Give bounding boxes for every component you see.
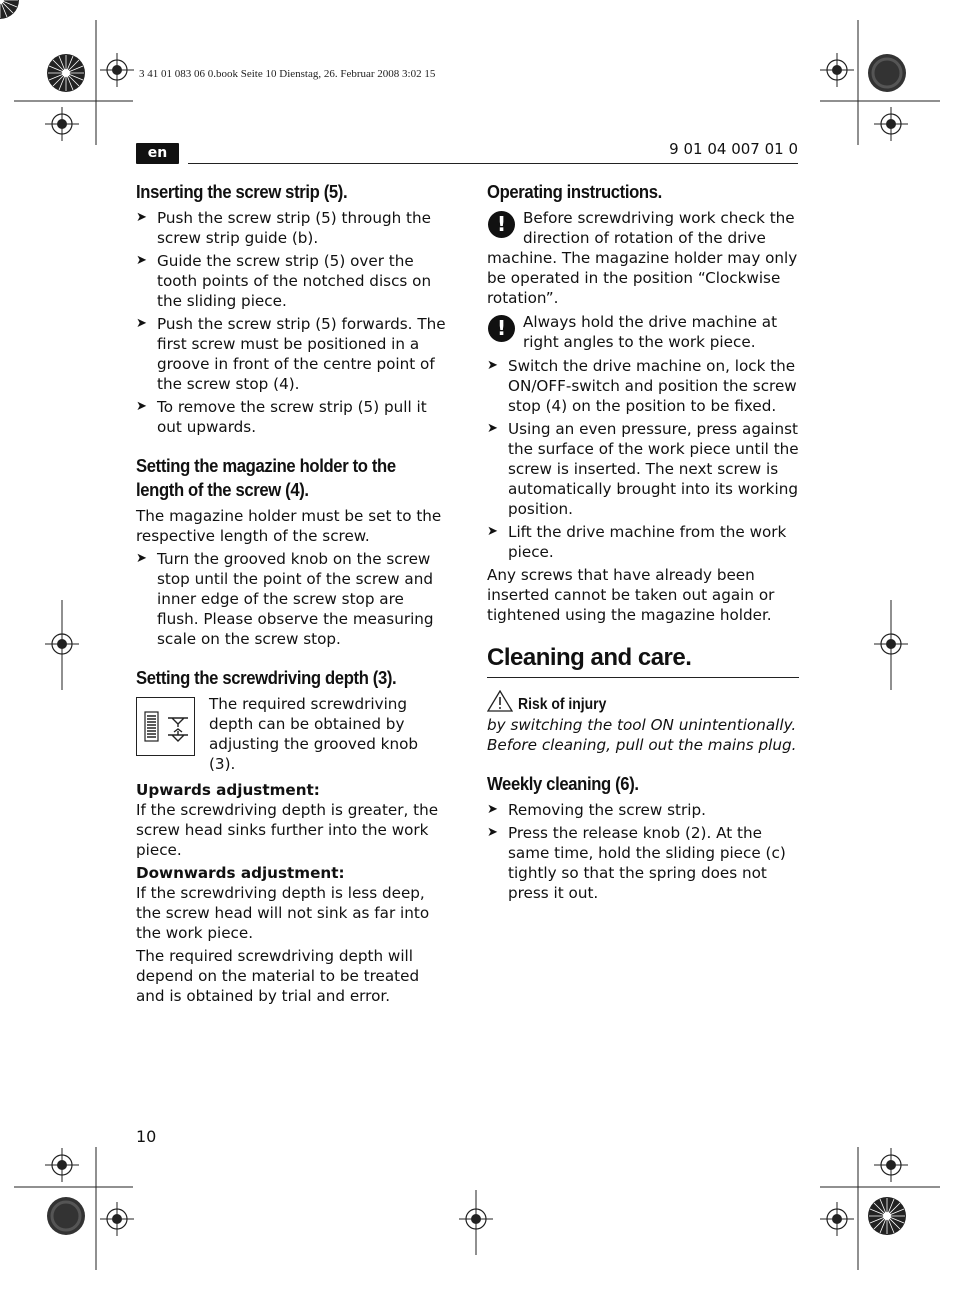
section-title: Operating instructions. (487, 181, 662, 202)
depth-scale-icon (136, 697, 195, 756)
section-operating-instructions (487, 180, 799, 625)
subheading-downwards: Downwards adjustment: (136, 864, 345, 882)
paragraph: If the screwdriving depth is less deep, the screw head will not sink as far into the work piece. (136, 884, 430, 942)
section-title: Setting the screwdriving depth (3). (136, 667, 397, 688)
paragraph: Before screwdriving work check the direction of rotation of the drive (523, 209, 795, 247)
part-number: 9 01 04 007 01 0 (669, 140, 798, 158)
chapter-title: Cleaning and care. (487, 643, 799, 678)
section-magazine-holder (136, 454, 448, 649)
paragraph: If the screwdriving depth is greater, the screw head sinks further into the work piece. (136, 801, 439, 859)
section-inserting-strip (136, 180, 448, 437)
depth-note (136, 694, 448, 774)
paragraph: Any screws that have already been inserted cannot be taken out again or tightened using the magazine holder. (487, 566, 775, 624)
section-title: Weekly cleaning (6). (487, 773, 639, 794)
list-item: ➤ Lift the drive machine from the work piece. (487, 522, 799, 562)
list-item: ➤ Using an even pressure, press against the surface of the work piece until the screw is inserted. The next screw is automatically brought into its working position. (487, 419, 799, 519)
exclamation-circle-icon: ! (488, 211, 515, 238)
warning-text: Before cleaning, pull out the mains plug. (487, 736, 797, 754)
section-weekly-cleaning (487, 772, 799, 903)
step-list (136, 208, 448, 437)
exclamation-circle-icon: ! (488, 315, 515, 342)
language-badge: en (136, 143, 179, 164)
list-item: ➤ Press the release knob (2). At the same time, hold the sliding piece (c) tightly so that the spring does not press it out. (487, 823, 799, 903)
section-title: Setting the magazine holder to the length of the screw (4). (136, 455, 396, 500)
step-list (487, 356, 799, 562)
page-number: 10 (136, 1127, 157, 1146)
step-list (136, 549, 448, 649)
paragraph: The required screwdriving depth can be obtained by adjusting the grooved knob (3). (209, 695, 419, 773)
warning-triangle-icon (487, 695, 518, 713)
list-item: ➤ Push the screw strip (5) forwards. The first screw must be positioned in a groove in front of the centre point of the screw stop (4). (136, 314, 448, 394)
subheading-upwards: Upwards adjustment: (136, 781, 320, 799)
section-title: Inserting the screw strip (5). (136, 181, 348, 202)
print-meta-line: 3 41 01 083 06 0.book Seite 10 Dienstag, 26. Februar 2008 3:02 15 (139, 68, 436, 80)
paragraph: The required screwdriving depth will depend on the material to be treated and is obtained by trial and error. (136, 947, 420, 1005)
warning-title: Risk of injury (517, 696, 607, 713)
step-list (487, 800, 799, 903)
header-rule (188, 163, 798, 164)
list-item: ➤ To remove the screw strip (5) pull it out upwards. (136, 397, 448, 437)
list-item: ➤ Push the screw strip (5) through the screw strip guide (b). (136, 208, 448, 248)
list-item: ➤ Guide the screw strip (5) over the tooth points of the notched discs on the sliding piece. (136, 251, 448, 311)
list-item: ➤ Turn the grooved knob on the screw stop until the point of the screw and inner edge of the screw stop are flush. Please observe the measuring scale on the screw stop. (136, 549, 448, 649)
note-rotation (487, 208, 799, 308)
warning-block (487, 690, 799, 755)
left-column (136, 180, 448, 1009)
paragraph: The magazine holder must be set to the respective length of the screw. (136, 507, 442, 545)
paragraph: machine. The magazine holder may only be operated in the position “Clockwise rotation”. (487, 249, 798, 307)
list-item: ➤ Switch the drive machine on, lock the ON/OFF-switch and position the screw stop (4) on the position to be fixed. (487, 356, 799, 416)
paragraph: Always hold the drive machine at right angles to the work piece. (523, 313, 778, 351)
warning-text: by switching the tool ON unintentionally. (487, 716, 797, 734)
section-cleaning-care (487, 643, 799, 755)
section-screwdriving-depth (136, 666, 448, 1006)
list-item: ➤ Removing the screw strip. (487, 800, 799, 820)
note-right-angles (487, 312, 799, 352)
right-column (487, 180, 799, 906)
